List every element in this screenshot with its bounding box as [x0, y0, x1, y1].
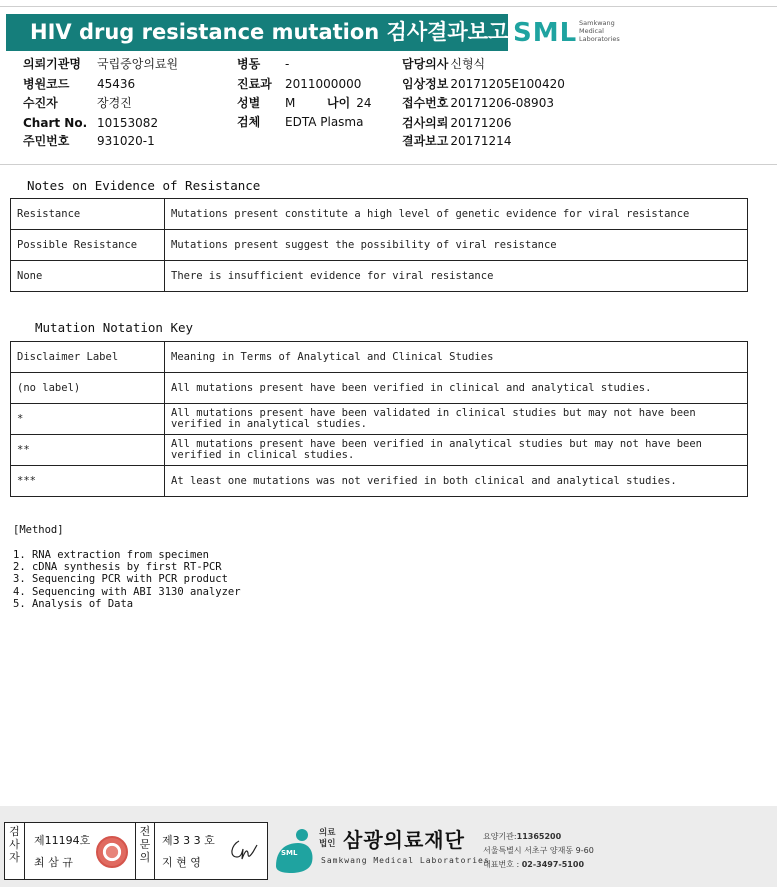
field-label: 임상정보: [402, 77, 449, 91]
field-label: 병동: [237, 57, 261, 71]
table-cell-term: None: [11, 261, 165, 292]
table-cell-meaning: All mutations present have been verified in clinical and analytical studies.: [165, 373, 748, 404]
age-field: [327, 95, 371, 111]
sml-badge-text: SML: [281, 849, 298, 857]
foundation-logo: [271, 822, 771, 880]
field-label: 담당의사: [402, 57, 449, 71]
phone-label: 대표번호: [483, 860, 514, 869]
field-label: 진료과: [237, 77, 272, 91]
chart-no-field: [23, 115, 158, 131]
institution-field: [23, 56, 178, 72]
field-value: 20171205E100420: [450, 77, 565, 91]
specimen-field: [237, 114, 363, 130]
field-label: 의뢰기관명: [23, 57, 81, 71]
table-cell-meaning: All mutations present have been validated in clinical studies but may not have been verified in analytical studies.: [165, 404, 748, 435]
examinee-field: [23, 95, 132, 111]
agency-label: 요양기관: [483, 832, 514, 841]
role-char: 의: [139, 851, 151, 864]
report-footer: [0, 806, 777, 887]
request-date-field: [402, 115, 511, 131]
field-value: 20171206-08903: [450, 96, 554, 110]
report-title: HIV drug resistance mutation 검사결과보고서: [6, 14, 508, 51]
field-value: 931020-1: [97, 134, 155, 148]
table-cell-meaning: Mutations present suggest the possibility of viral resistance: [165, 230, 748, 261]
agency-value: 11365200: [516, 832, 562, 841]
clinical-info-field: [402, 76, 565, 92]
field-value: 장경진: [97, 96, 132, 110]
field-label: 성별: [237, 96, 261, 110]
table-header-meaning: Meaning in Terms of Analytical and Clinical Studies: [165, 342, 748, 373]
method-step: 3. Sequencing PCR with PCR product: [13, 573, 228, 586]
foundation-name-en: Samkwang Medical Laboratories: [321, 856, 490, 865]
field-label: 검체: [237, 115, 261, 129]
table-header-row: [11, 342, 748, 373]
field-label: 검사의뢰: [402, 116, 449, 130]
field-value: 10153082: [97, 116, 159, 130]
field-label: 병원코드: [23, 77, 70, 91]
resistance-notes-table: [10, 198, 748, 292]
role-char: 사: [9, 838, 20, 851]
table-cell-label: *: [11, 404, 165, 435]
sml-logo-mark: SML: [513, 18, 578, 48]
role-char: 문: [139, 838, 151, 851]
field-value: 20171214: [450, 134, 512, 148]
specialist-signature: [227, 837, 263, 863]
field-label: 주민번호: [23, 134, 70, 148]
hospital-code-field: [23, 76, 135, 92]
field-label: 수진자: [23, 96, 58, 110]
ward-field: [237, 56, 289, 72]
sex-field: [237, 95, 295, 111]
table-cell-meaning: All mutations present have been verified in analytical studies but may not have been verified in clinical studies.: [165, 435, 748, 466]
specialist-name: 지 현 영: [162, 856, 201, 869]
resident-no-field: [23, 133, 155, 149]
field-value: 20171206: [450, 116, 512, 130]
role-char: 검: [9, 825, 20, 838]
method-step: 5. Analysis of Data: [13, 597, 134, 610]
field-label: 결과보고: [402, 134, 449, 148]
field-value: M: [285, 96, 296, 110]
specialist-license: 제3 3 3 호: [162, 834, 215, 847]
field-value: 국립중앙의료원: [97, 57, 179, 71]
table-cell-meaning: Mutations present constitute a high level of genetic evidence for viral resistance: [165, 199, 748, 230]
report-date-field: [402, 133, 511, 149]
field-value: 24: [356, 96, 372, 110]
field-value: -: [285, 57, 290, 71]
phone-value: 02-3497-5100: [521, 860, 585, 869]
sml-logo: [513, 17, 633, 49]
receipt-no-field: [402, 95, 554, 111]
table-cell-meaning: There is insufficient evidence for viral resistance: [165, 261, 748, 292]
foundation-name: 삼광의료재단: [343, 828, 465, 852]
tagline-line: Medical: [579, 27, 604, 35]
header-divider: [0, 164, 777, 165]
field-value: 2011000000: [285, 77, 362, 91]
table-row: [11, 466, 748, 497]
field-label: 나이: [327, 96, 351, 110]
table-row: [11, 404, 748, 435]
field-label: 접수번호: [402, 96, 449, 110]
field-value: 신형식: [450, 57, 486, 71]
examiner-license: 제11194호: [34, 834, 91, 847]
table-cell-label: **: [11, 435, 165, 466]
examiner-role-label: [5, 823, 25, 879]
table-cell-term: Possible Resistance: [11, 230, 165, 261]
role-char: 자: [9, 851, 20, 864]
table-row: [11, 435, 748, 466]
resistance-notes-title: Notes on Evidence of Resistance: [27, 178, 261, 193]
table-row: [11, 373, 748, 404]
examiner-name: 최 삼 규: [34, 856, 73, 869]
table-row: [11, 230, 748, 261]
field-label: Chart No.: [23, 116, 88, 130]
corporation-label: [319, 828, 335, 850]
physician-field: [402, 56, 485, 72]
tagline-line: Laboratories: [579, 35, 620, 43]
header-divider: [0, 6, 777, 7]
field-value: 45436: [97, 77, 136, 91]
department-field: [237, 76, 361, 92]
tagline-line: Samkwang: [579, 19, 615, 27]
sml-logo-tagline: [579, 19, 620, 43]
table-cell-label: ***: [11, 466, 165, 497]
phone-number: 대표번호 : 02-3497-5100: [483, 860, 585, 869]
corp-label-line: 의료: [319, 828, 336, 838]
method-step: 1. RNA extraction from specimen: [13, 549, 209, 561]
role-char: 전: [139, 825, 151, 838]
table-cell-term: Resistance: [11, 199, 165, 230]
agency-number: 요양기관:11365200: [483, 832, 562, 841]
table-row: [11, 261, 748, 292]
notation-key-title: Mutation Notation Key: [35, 320, 194, 335]
method-list: [13, 549, 241, 610]
signature-box: [4, 822, 268, 880]
method-step: 2. cDNA synthesis by first RT-PCR: [13, 561, 222, 574]
notation-key-table: [10, 341, 748, 497]
table-cell-meaning: At least one mutations was not verified in both clinical and analytical studies.: [165, 466, 748, 497]
method-step: 4. Sequencing with ABI 3130 analyzer: [13, 585, 241, 598]
corp-label-line: 법인: [319, 839, 336, 849]
table-header-label: Disclaimer Label: [11, 342, 165, 373]
table-cell-label: (no label): [11, 373, 165, 404]
field-value: EDTA Plasma: [285, 115, 364, 129]
table-row: [11, 199, 748, 230]
specialist-role-label: [135, 823, 155, 879]
examiner-seal-stamp: [96, 836, 128, 868]
method-title: [Method]: [13, 524, 64, 536]
foundation-address: 서울특별시 서초구 양재동 9-60: [483, 846, 594, 855]
report-header: [0, 0, 777, 165]
